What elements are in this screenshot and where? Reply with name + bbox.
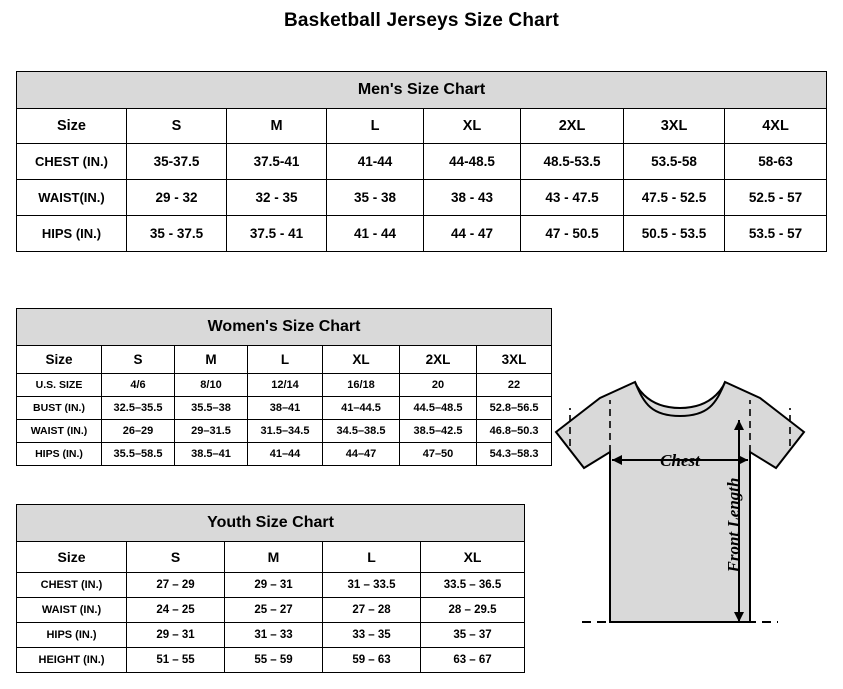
table-row [17,397,552,420]
youth-height-xl: 63 – 67 [421,648,525,673]
youth-col-header-s: S [127,542,225,573]
womens-hips-m: 38.5–41 [175,443,248,466]
womens-size-chart-table [16,308,552,466]
womens-col-header-l: L [248,346,323,374]
youth-col-header-l: L [323,542,421,573]
womens-row-label-bust: BUST (IN.) [17,397,102,420]
womens-us-size-2xl: 20 [400,374,477,397]
mens-chest-2xl: 48.5-53.5 [521,144,624,180]
mens-chest-s: 35-37.5 [127,144,227,180]
womens-col-header-size: Size [17,346,102,374]
womens-bust-m: 35.5–38 [175,397,248,420]
mens-waist-m: 32 - 35 [227,180,327,216]
youth-col-header-xl: XL [421,542,525,573]
youth-col-header-m: M [225,542,323,573]
mens-chest-xl: 44-48.5 [424,144,521,180]
womens-bust-xl: 41–44.5 [323,397,400,420]
womens-chart-title-row [17,309,552,346]
page-title: Basketball Jerseys Size Chart [283,10,560,31]
womens-col-header-xl: XL [323,346,400,374]
womens-bust-2xl: 44.5–48.5 [400,397,477,420]
womens-hips-s: 35.5–58.5 [102,443,175,466]
mens-waist-s: 29 - 32 [127,180,227,216]
youth-row-label-waist: WAIST (IN.) [17,598,127,623]
womens-waist-xl: 34.5–38.5 [323,420,400,443]
mens-waist-2xl: 43 - 47.5 [521,180,624,216]
table-row [17,144,827,180]
youth-chest-l: 31 – 33.5 [323,573,421,598]
womens-waist-s: 26–29 [102,420,175,443]
womens-waist-m: 29–31.5 [175,420,248,443]
mens-hips-3xl: 50.5 - 53.5 [624,216,725,252]
mens-row-label-waist: WAIST(IN.) [17,180,127,216]
mens-hips-xl: 44 - 47 [424,216,521,252]
mens-col-header-m: M [227,109,327,144]
youth-hips-xl: 35 – 37 [421,623,525,648]
youth-height-s: 51 – 55 [127,648,225,673]
mens-hips-l: 41 - 44 [327,216,424,252]
mens-col-header-s: S [127,109,227,144]
youth-chart-title: Youth Size Chart [17,505,525,542]
youth-hips-l: 33 – 35 [323,623,421,648]
chest-measure-label: Chest [660,451,700,470]
mens-chest-3xl: 53.5-58 [624,144,725,180]
youth-chest-m: 29 – 31 [225,573,323,598]
mens-waist-l: 35 - 38 [327,180,424,216]
youth-header-row [17,542,525,573]
table-row [17,623,525,648]
mens-row-label-hips: HIPS (IN.) [17,216,127,252]
youth-row-label-height: HEIGHT (IN.) [17,648,127,673]
mens-hips-m: 37.5 - 41 [227,216,327,252]
mens-hips-2xl: 47 - 50.5 [521,216,624,252]
womens-hips-l: 41–44 [248,443,323,466]
youth-waist-l: 27 – 28 [323,598,421,623]
youth-height-l: 59 – 63 [323,648,421,673]
womens-row-label-us-size: U.S. SIZE [17,374,102,397]
youth-waist-m: 25 – 27 [225,598,323,623]
womens-col-header-3xl: 3XL [477,346,552,374]
mens-header-row [17,109,827,144]
mens-chest-m: 37.5-41 [227,144,327,180]
table-row [17,443,552,466]
youth-row-label-chest: CHEST (IN.) [17,573,127,598]
youth-row-label-hips: HIPS (IN.) [17,623,127,648]
table-row [17,573,525,598]
mens-hips-4xl: 53.5 - 57 [725,216,827,252]
womens-waist-3xl: 46.8–50.3 [477,420,552,443]
womens-header-row [17,346,552,374]
table-row [17,420,552,443]
mens-col-header-3xl: 3XL [624,109,725,144]
womens-bust-l: 38–41 [248,397,323,420]
youth-waist-s: 24 – 25 [127,598,225,623]
womens-waist-2xl: 38.5–42.5 [400,420,477,443]
womens-us-size-3xl: 22 [477,374,552,397]
womens-hips-2xl: 47–50 [400,443,477,466]
youth-hips-s: 29 – 31 [127,623,225,648]
mens-chest-l: 41-44 [327,144,424,180]
youth-size-chart-table [16,504,525,673]
youth-hips-m: 31 – 33 [225,623,323,648]
womens-row-label-hips: HIPS (IN.) [17,443,102,466]
womens-hips-xl: 44–47 [323,443,400,466]
youth-col-header-size: Size [17,542,127,573]
table-row [17,216,827,252]
womens-col-header-2xl: 2XL [400,346,477,374]
youth-chart-title-row [17,505,525,542]
womens-waist-l: 31.5–34.5 [248,420,323,443]
womens-bust-s: 32.5–35.5 [102,397,175,420]
womens-row-label-waist: WAIST (IN.) [17,420,102,443]
mens-chart-title-row [17,72,827,109]
mens-waist-xl: 38 - 43 [424,180,521,216]
womens-chart-title: Women's Size Chart [17,309,552,346]
mens-hips-s: 35 - 37.5 [127,216,227,252]
table-row [17,374,552,397]
womens-hips-3xl: 54.3–58.3 [477,443,552,466]
front-length-measure-label: Front Length [724,477,743,573]
womens-us-size-xl: 16/18 [323,374,400,397]
shirt-measurement-diagram [540,360,835,680]
table-row [17,180,827,216]
mens-chest-4xl: 58-63 [725,144,827,180]
table-row [17,598,525,623]
mens-waist-4xl: 52.5 - 57 [725,180,827,216]
womens-us-size-l: 12/14 [248,374,323,397]
womens-us-size-s: 4/6 [102,374,175,397]
mens-col-header-2xl: 2XL [521,109,624,144]
womens-us-size-m: 8/10 [175,374,248,397]
youth-waist-xl: 28 – 29.5 [421,598,525,623]
table-row [17,648,525,673]
mens-waist-3xl: 47.5 - 52.5 [624,180,725,216]
youth-chest-xl: 33.5 – 36.5 [421,573,525,598]
youth-height-m: 55 – 59 [225,648,323,673]
mens-chart-title: Men's Size Chart [17,72,827,109]
womens-col-header-s: S [102,346,175,374]
mens-col-header-4xl: 4XL [725,109,827,144]
womens-col-header-m: M [175,346,248,374]
mens-col-header-l: L [327,109,424,144]
mens-row-label-chest: CHEST (IN.) [17,144,127,180]
mens-col-header-xl: XL [424,109,521,144]
mens-col-header-size: Size [17,109,127,144]
womens-bust-3xl: 52.8–56.5 [477,397,552,420]
youth-chest-s: 27 – 29 [127,573,225,598]
mens-size-chart-table [16,71,827,252]
